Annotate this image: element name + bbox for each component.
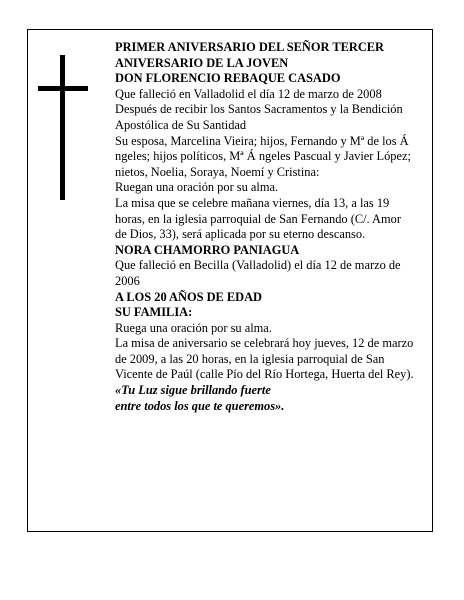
- second-mass-text: La misa de aniversario se celebrará hoy jueves, 12 de marzo de 2009, a las 20 horas, en la iglesia parroquial de San Vicente de Paúl (calle Pío del Río Hortega, Huerta del Rey).: [115, 336, 414, 382]
- quote-line-1: «Tu Luz sigue brillando fuerte: [115, 383, 271, 398]
- quote-line-2: entre todos los que te queremos».: [115, 398, 285, 413]
- obituary-text: [115, 40, 415, 414]
- obituary-card: [27, 29, 433, 532]
- cross-icon: [38, 55, 88, 200]
- first-family-text: Su esposa, Marcelina Vieira; hijos, Fernando y Mª de los Á ngeles; hijos políticos, Mª Á ngeles Pascual y Javier López; nietos, Noelia, Soraya, Noemí y Cristina:: [115, 133, 411, 179]
- second-prayer-text: Ruega una oración por su alma.: [115, 320, 272, 335]
- second-family: SU FAMILIA:: [115, 305, 193, 320]
- first-mass-text: La misa que se celebre mañana viernes, día 13, a las 19 horas, en la iglesia parroquial de San Fernando (C/. Amor de Dios, 33), será aplicada por su eterno descanso.: [115, 195, 401, 242]
- heading-line-3: DON FLORENCIO REBAQUE CASADO: [115, 71, 341, 86]
- second-name: NORA CHAMORRO PANIAGUA: [115, 242, 300, 257]
- first-prayer-text: Ruegan una oración por su alma.: [115, 180, 279, 195]
- second-death-text: Que falleció en Becilla (Valladolid) el día 12 de marzo de 2006: [115, 258, 401, 288]
- first-death-text: Que falleció en Valladolid el día 12 de marzo de 2008: [115, 86, 382, 101]
- heading-line-2: ANIVERSARIO DE LA JOVEN: [115, 55, 289, 70]
- heading-line-1: PRIMER ANIVERSARIO DEL SEÑOR TERCER: [115, 40, 384, 54]
- second-age: A LOS 20 AÑOS DE EDAD: [115, 289, 262, 304]
- first-sacraments-text: Después de recibir los Santos Sacramentos y la Bendición Apostólica de Su Santidad: [115, 102, 403, 132]
